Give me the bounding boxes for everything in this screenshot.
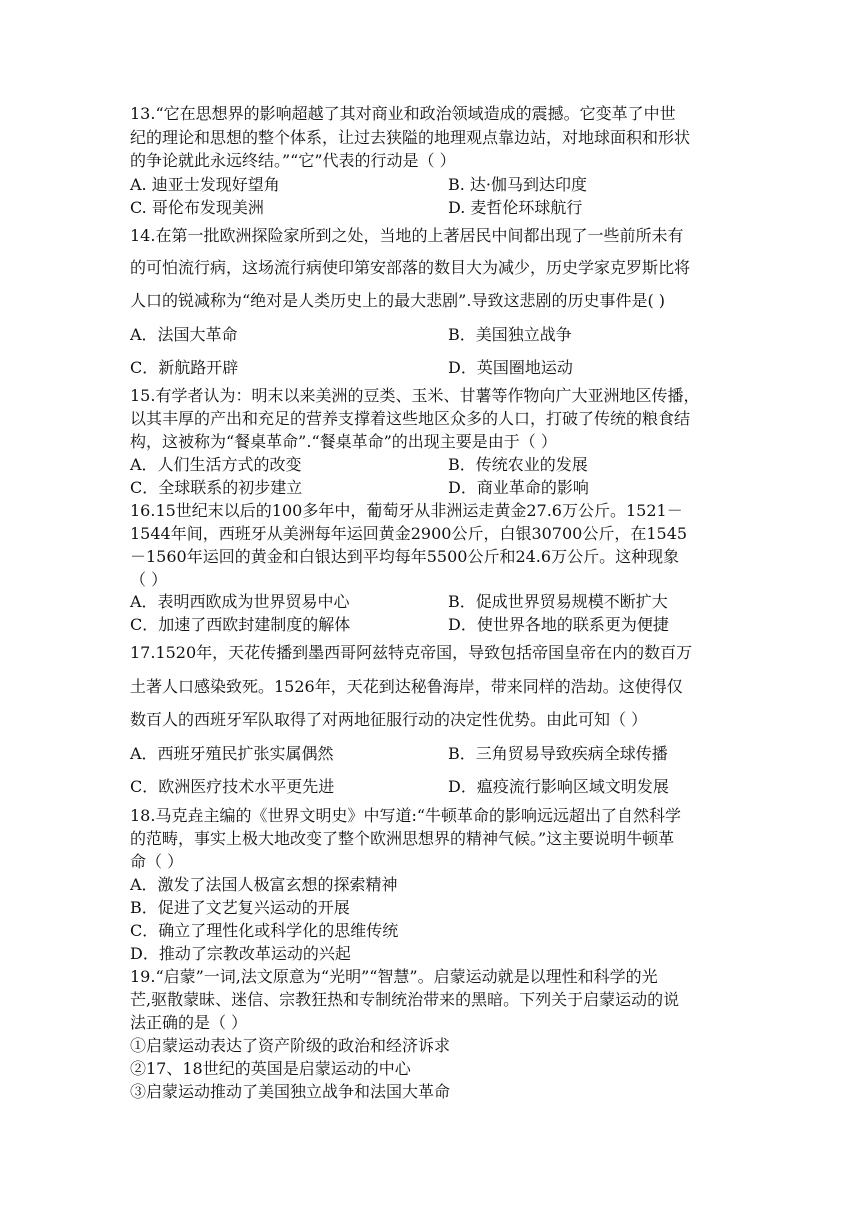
option-c[interactable]: C．加速了西欧封建制度的解体 [130,615,351,634]
question-text-line: 的范畴，事实上极大地改变了整个欧洲思想界的精神气候。”这主要说明牛顿革 [130,829,675,848]
option-d[interactable]: D. 麦哲伦环球航行 [448,198,583,217]
option-a[interactable]: A．激发了法国人极富玄想的探索精神 [130,875,398,894]
option-c[interactable]: C．欧洲医疗技术水平更先进 [130,777,335,796]
statement-2: ②17、18世纪的英国是启蒙运动的中心 [130,1059,411,1078]
option-b[interactable]: B．传统农业的发展 [448,455,588,474]
option-a[interactable]: A．人们生活方式的改变 [130,455,302,474]
option-b[interactable]: B．促成世界贸易规模不断扩大 [448,592,668,611]
question-text-line: 命（ ） [130,852,184,871]
question-text-line: 构，这被称为“餐桌革命”.“餐桌革命”的出现主要是由于（ ） [130,432,557,451]
question-text-line: 人口的锐减称为“绝对是人类历史上的最大悲剧”.导致这悲剧的历史事件是( ) [130,291,666,310]
option-d[interactable]: D．商业革命的影响 [448,478,589,497]
question-text-line: 纪的理论和思想的整个体系，让过去狭隘的地理观点靠边站，对地球面积和形状 [130,128,691,147]
option-c[interactable]: C．新航路开辟 [130,358,239,377]
question-text-line: 以其丰厚的产出和充足的营养支撑着这些地区众多的人口，打破了传统的粮食结 [130,409,691,428]
question-text-line: 14.在第一批欧洲探险家所到之处，当地的上著居民中间都出现了一些前所未有 [130,226,684,245]
question-text-line: 17.1520年，天花传播到墨西哥阿兹特克帝国，导致包括帝国皇帝在内的数百万 [130,643,693,662]
question-text-line: 18.马克垚主编的《世界文明史》中写道:“牛顿革命的影响远远超出了自然科学 [130,806,682,825]
option-d[interactable]: D．使世界各地的联系更为便捷 [448,615,669,634]
option-a[interactable]: A．法国大革命 [130,325,238,344]
question-text-line: 19.“启蒙”一词,法文原意为“光明”“智慧”。启蒙运动就是以理性和科学的光 [130,967,658,986]
question-text-line: 15.有学者认为：明末以来美洲的豆类、玉米、甘薯等作物向广大亚洲地区传播， [130,386,700,405]
option-d[interactable]: D．英国圈地运动 [448,358,573,377]
question-text-line: －1560年运回的黄金和白银达到平均每年5500公斤和24.6万公斤。这种现象 [130,547,680,566]
option-b[interactable]: B．三角贸易导致疾病全球传播 [448,744,668,763]
option-c[interactable]: C．全球联系的初步建立 [130,478,303,497]
question-text-line: 1544年间，西班牙从美洲每年运回黄金2900公斤，白银30700公斤，在1545 [130,524,688,543]
option-a[interactable]: A. 迪亚士发现好望角 [130,175,280,194]
question-text-line: 13.“它在思想界的影响超越了其对商业和政治领域造成的震撼。它变革了中世 [130,104,676,123]
option-b[interactable]: B. 达·伽马到达印度 [448,175,588,194]
question-text-line: 土著人口感染致死。1526年，天花到达秘鲁海岸，带来同样的浩劫。这使得仅 [130,677,683,696]
option-c[interactable]: C. 哥伦布发现美洲 [130,198,264,217]
question-text-line: 数百人的西班牙军队取得了对两地征服行动的决定性优势。由此可知（ ） [130,710,648,729]
option-b[interactable]: B．促进了文艺复兴运动的开展 [130,898,350,917]
question-text-line: 法正确的是（ ） [130,1013,248,1032]
question-text-line: 的争论就此永远终结。”“它”代表的行动是（ ） [130,151,456,170]
question-text-line: 16.15世纪末以后的100多年中，葡萄牙从非洲运走黄金27.6万公斤。1521－ [130,501,683,520]
question-text-line: 芒,驱散蒙昧、迷信、宗教狂热和专制统治带来的黑暗。下列关于启蒙运动的说 [130,990,680,1009]
option-a[interactable]: A．西班牙殖民扩张实属偶然 [130,744,334,763]
option-d[interactable]: D．瘟疫流行影响区域文明发展 [448,777,669,796]
option-d[interactable]: D．推动了宗教改革运动的兴起 [130,944,351,963]
option-b[interactable]: B．美国独立战争 [448,325,572,344]
statement-3: ③启蒙运动推动了美国独立战争和法国大革命 [130,1082,451,1101]
option-c[interactable]: C．确立了理性化或科学化的思维传统 [130,921,399,940]
question-text-line: （ ） [130,570,168,589]
statement-1: ①启蒙运动表达了资产阶级的政治和经济诉求 [130,1036,451,1055]
question-text-line: 的可怕流行病，这场流行病使印第安部落的数目大为减少，历史学家克罗斯比将 [130,258,691,277]
option-a[interactable]: A．表明西欧成为世界贸易中心 [130,592,350,611]
